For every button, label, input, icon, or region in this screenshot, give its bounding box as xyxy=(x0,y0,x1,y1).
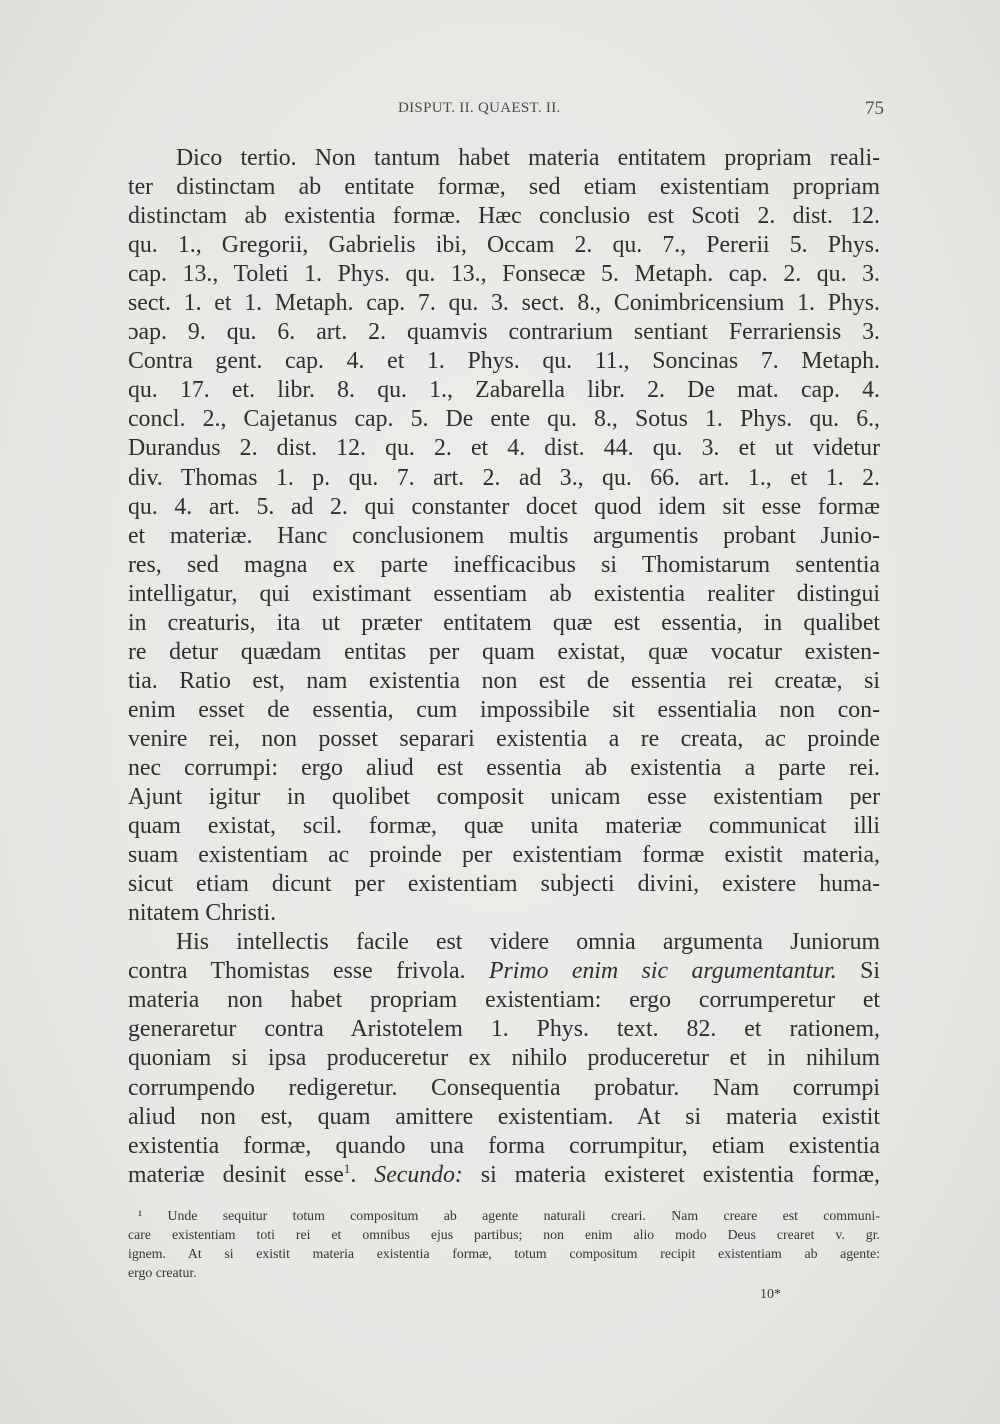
text-line xyxy=(128,957,880,986)
text-line: div. Thomas 1. p. qu. 7. art. 2. ad 3., qu. 66. art. 1., et 1. 2. xyxy=(128,464,880,491)
text-line: Durandus 2. dist. 12. qu. 2. et 4. dist. 44. qu. 3. et ut videtur xyxy=(128,435,880,462)
italic-phrase: Primo enim sic argumentantur. xyxy=(488,958,837,985)
text-run: contra Thomistas esse frivola. xyxy=(128,958,466,985)
text-line: existentia formæ, quando una forma corrumpitur, etiam existentia xyxy=(128,1132,880,1159)
text-line: Dico tertio. Non tantum habet materia entitatem propriam reali- xyxy=(176,145,880,171)
text-line: corrumpendo redigeretur. Consequentia probatur. Nam corrumpi xyxy=(128,1074,880,1101)
text-line xyxy=(128,1161,880,1190)
italic-phrase: Secundo: xyxy=(374,1161,463,1188)
text-line: cap. 13., Toleti 1. Phys. qu. 13., Fonsecæ 5. Metaph. cap. 2. qu. 3. xyxy=(128,261,880,288)
text-line: re detur quædam entitas per quam existat, quæ vocatur existen- xyxy=(128,638,880,665)
text-line: qu. 17. et. libr. 8. qu. 1., Zabarella libr. 2. De mat. cap. 4. xyxy=(128,377,880,404)
text-line: qu. 1., Gregorii, Gabrielis ibi, Occam 2. qu. 7., Pererii 5. Phys. xyxy=(128,232,880,259)
text-line: Ajunt igitur in quolibet composit unicam esse existentiam per xyxy=(128,784,880,811)
page-number: 75 xyxy=(865,98,884,119)
text-run: . xyxy=(350,1161,357,1188)
text-line: sect. 1. et 1. Metaph. cap. 7. qu. 3. sect. 8., Conimbricensium 1. Phys. xyxy=(128,290,880,317)
text-line: distinctam ab existentia formæ. Hæc conclusio est Scoti 2. dist. 12. xyxy=(128,203,880,230)
footnote-marker: 1 xyxy=(343,1160,351,1176)
text-line: His intellectis facile est videre omnia argumenta Juniorum xyxy=(176,929,880,956)
text-line: aliud non est, quam amittere existentiam. At si materia existit xyxy=(128,1103,880,1130)
text-line: sicut etiam dicunt per existentiam subjecti divini, existere huma- xyxy=(128,871,880,898)
text-line: venire rei, non posset separari existentia a re creata, ac proinde xyxy=(128,725,880,752)
running-title: DISPUT. II. QUAEST. II. xyxy=(398,100,561,116)
main-text xyxy=(128,144,880,1190)
text-line: generaretur contra Aristotelem 1. Phys. text. 82. et rationem, xyxy=(128,1016,880,1043)
text-line: nitatem Christi. xyxy=(128,900,277,927)
footnote-line: ¹ Unde sequitur totum compositum ab agente naturali creari. Nam creare est communi- xyxy=(138,1208,880,1223)
text-run: materiæ desinit esse xyxy=(128,1161,344,1188)
text-line: quoniam si ipsa produceretur ex nihilo produceretur et in nihilum xyxy=(128,1045,880,1072)
text-run: si materia existeret existentia formæ, xyxy=(480,1161,880,1188)
text-run: Si xyxy=(860,958,881,985)
text-line: nec corrumpi: ergo aliud est essentia ab existentia a parte rei. xyxy=(128,754,880,781)
text-line: et materiæ. Hanc conclusionem multis argumentis probant Junio- xyxy=(128,522,880,549)
text-line: in creaturis, ita ut præter entitatem quæ est essentia, in qualibet xyxy=(128,609,880,636)
text-line: Contra gent. cap. 4. et 1. Phys. qu. 11., Soncinas 7. Metaph. xyxy=(128,348,880,375)
footnote-line: ignem. At si existit materia existentia formæ, totum compositum recipit existentiam ab agente: xyxy=(128,1246,880,1261)
signature-mark: 10* xyxy=(760,1287,781,1302)
text-line: tia. Ratio est, nam existentia non est de essentia rei creatæ, si xyxy=(128,667,880,694)
footnote xyxy=(128,1206,880,1282)
text-line: quam existat, scil. formæ, quæ unita materiæ communicat illi xyxy=(128,813,880,840)
text-line: suam existentiam ac proinde per existentiam formæ existit materia, xyxy=(128,842,880,869)
text-line: ɔap. 9. qu. 6. art. 2. quamvis contrarium sentiant Ferrariensis 3. xyxy=(128,319,880,346)
text-line: qu. 4. art. 5. ad 2. qui constanter docet quod idem sit esse formæ xyxy=(128,493,880,520)
text-line: res, sed magna ex parte inefficacibus si Thomistarum sententia xyxy=(128,551,880,578)
text-line: intelligatur, qui existimant essentiam ab existentia realiter distingui xyxy=(128,580,880,607)
footnote-line: care existentiam toti rei et omnibus ejus partibus; non enim alio modo Deus crearet v. gr. xyxy=(128,1227,880,1242)
text-line: enim esset de essentia, cum impossibile sit essentialia non con- xyxy=(128,696,880,723)
text-line: concl. 2., Cajetanus cap. 5. De ente qu. 8., Sotus 1. Phys. qu. 6., xyxy=(128,406,880,433)
footnote-line: ergo creatur. xyxy=(128,1265,197,1280)
text-line: materia non habet propriam existentiam: ergo corrumperetur et xyxy=(128,987,880,1014)
text-line: ter distinctam ab entitate formæ, sed etiam existentiam propriam xyxy=(128,174,880,201)
